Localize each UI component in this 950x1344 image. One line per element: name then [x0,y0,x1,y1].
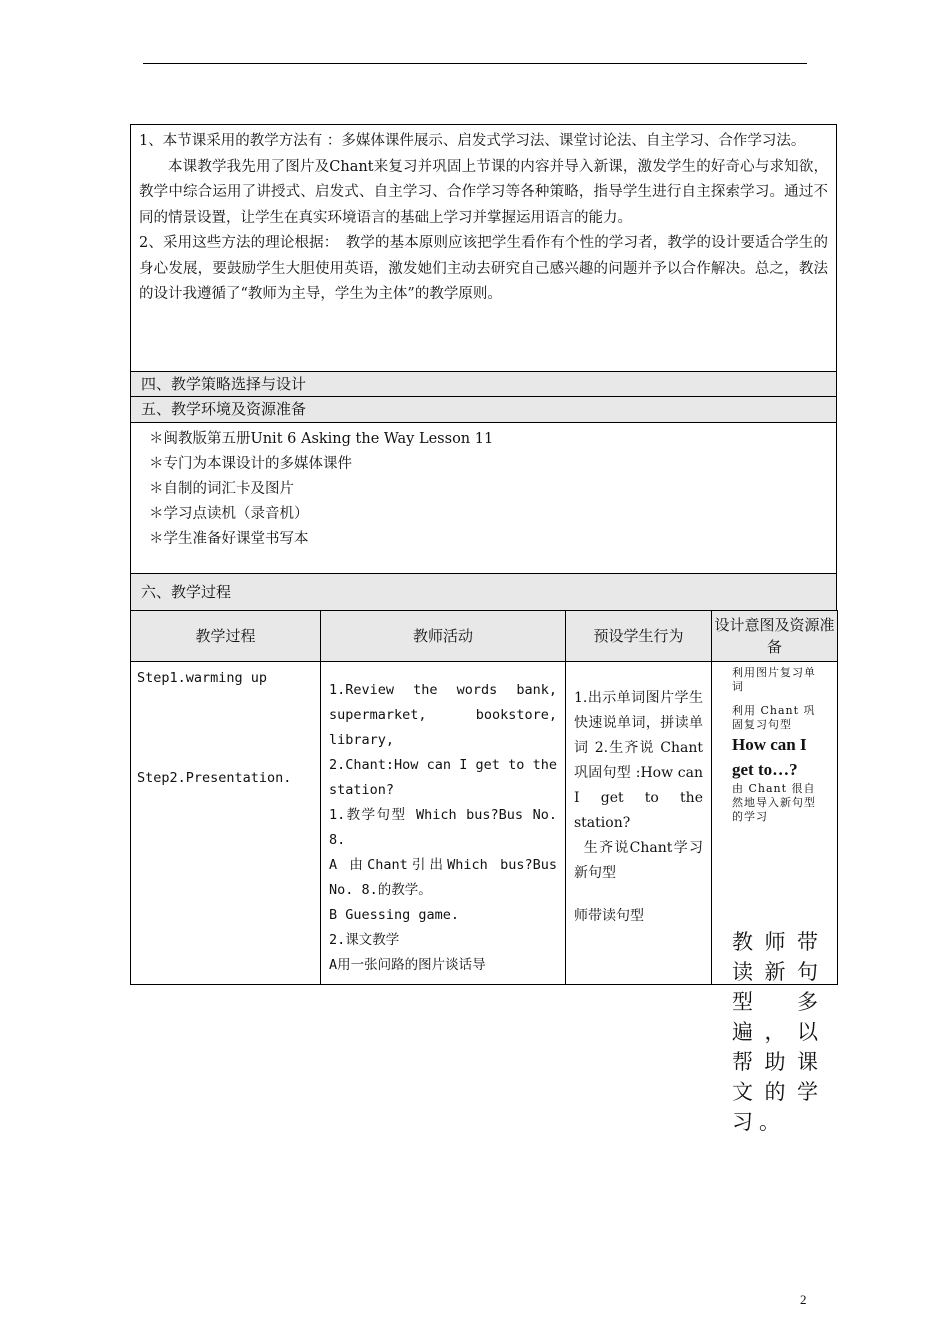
header-design-intent: 设计意图及资源准备 [712,611,838,662]
resource-item: ＊专门为本课设计的多媒体课件 [149,456,352,472]
steps-cell [131,662,321,985]
section-heading-resources: 五、教学环境及资源准备 [130,396,837,423]
teacher-item: B Guessing game. [329,907,460,923]
header-rule [143,63,807,64]
table-header-row [131,611,838,662]
resource-item: ＊自制的词汇卡及图片 [149,481,294,497]
design-note: 利用 Chant 巩固复习句型 [732,704,816,731]
step-presentation: Step2.Presentation. [137,770,292,786]
header-student-behavior: 预设学生行为 [566,611,712,662]
resources-list [130,422,837,574]
teacher-item: 1.教学句型 Which bus?Bus No. 8. [329,807,557,848]
design-sentence-pattern: How can I get to…? [732,735,807,779]
teaching-methods-section [130,124,837,372]
teacher-activity-cell [321,662,566,985]
step-warming-up: Step1.warming up [137,670,268,686]
methods-paragraph-1: 1、本节课采用的教学方法有 ：多媒体课件展示、启发式学习法、课堂讨论法、自主学习、合作学习法。 [139,133,806,149]
teacher-item: 1.Review the words bank, supermarket, bookstore, library, [329,682,557,748]
teacher-item: 2.课文教学 [329,932,400,948]
section-heading-strategy: 四、教学策略选择与设计 [130,371,837,397]
resource-item: ＊学习点读机（录音机） [149,506,309,522]
page-number: 2 [800,1292,807,1307]
teacher-item: 2.Chant:How can I get to the station? [329,757,557,798]
section-heading-process: 六、教学过程 [130,573,837,611]
teacher-item: A用一张问路的图片谈话导 [329,957,486,973]
resource-item: ＊学生准备好课堂书写本 [149,531,309,547]
student-item: 师带读句型 [574,908,644,924]
student-item: 1.出示单词图片学生快速说单词，拼读单词 2.生齐说 Chant 巩固句型 :How can I get to the station? [574,690,703,831]
header-teacher-activity: 教师活动 [321,611,566,662]
design-note: 由 Chant 很自然地导入新句型的学习 [732,782,816,823]
teacher-item: A 由Chant引出Which bus?Bus No. 8.的教学。 [329,857,557,898]
methods-paragraph-3: 2、采用这些方法的理论根据： 教学的基本原则应该把学生看作有个性的学习者，教学的设计要适合学生的身心发展，要鼓励学生大胆使用英语，激发她们主动去研究自己感兴趣的问题并予以合作解决。总之，教法的设计我遵循了“教师为主导，学生为主体”的教学原则。 [139,235,828,302]
student-item: 生齐说Chant学习新句型 [574,840,703,881]
design-note-overflow: 教师带读新句型多遍，以帮助课文的学习。 [732,930,824,1134]
methods-paragraph-2: 本课教学我先用了图片及Chant来复习并巩固上节课的内容并导入新课，激发学生的好奇心与求知欲，教学中综合运用了讲授式、启发式、自主学习、合作学习等各种策略，指导学生进行自主探索学习。通过不同的情景设置，让学生在真实环境语言的基础上学习并掌握运用语言的能力。 [139,158,828,226]
resource-item: ＊闽教版第五册Unit 6 Asking the Way Lesson 11 [149,431,494,447]
header-process: 教学过程 [131,611,321,662]
design-note: 利用图片复习单词 [732,666,816,693]
student-behavior-cell [566,662,712,985]
